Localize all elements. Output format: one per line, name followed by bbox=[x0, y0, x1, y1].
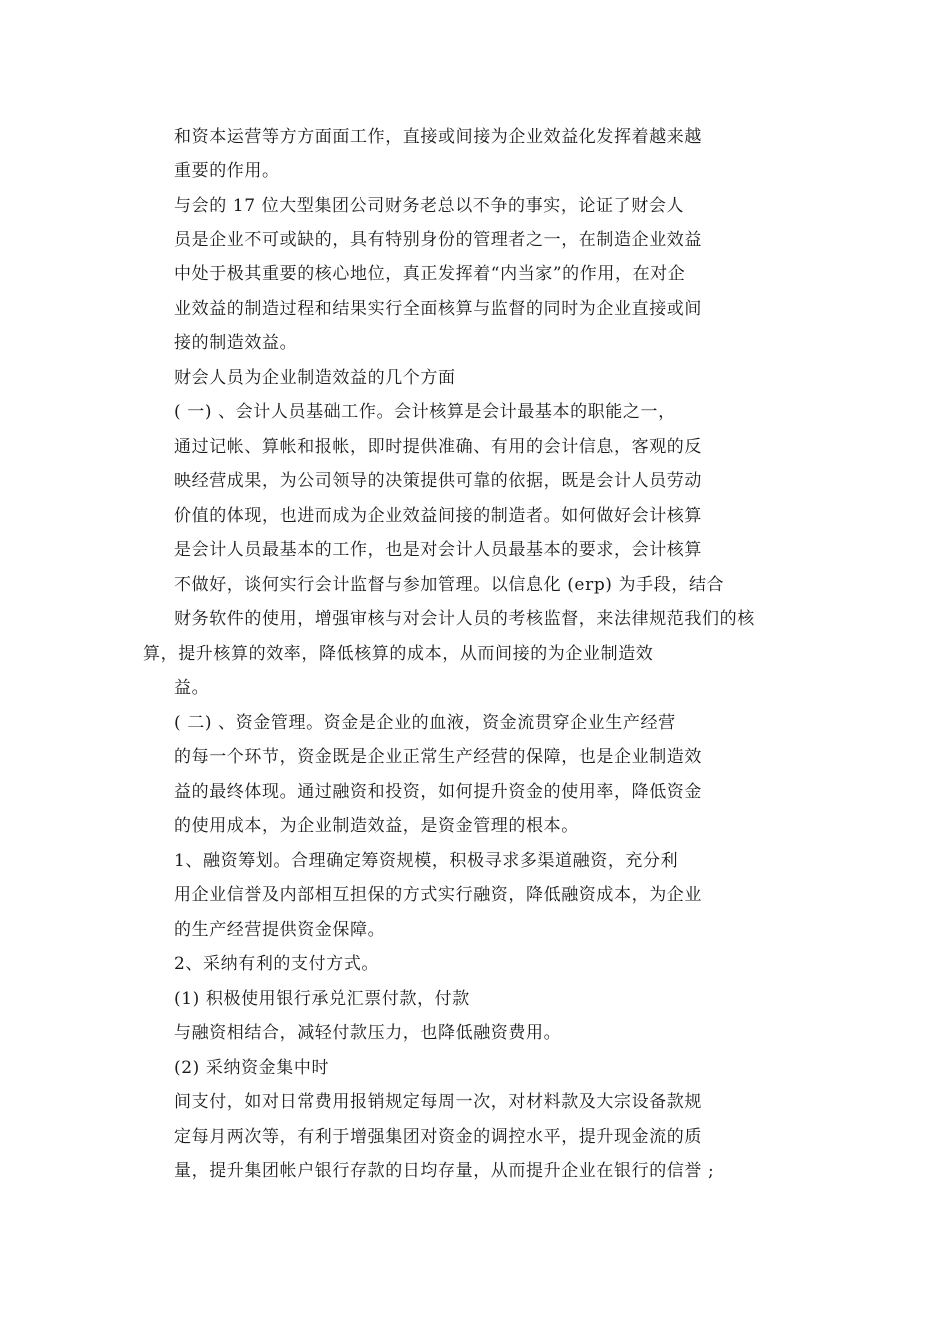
text-line: 重要的作用。 bbox=[174, 161, 280, 181]
text-line: 益的最终体现。通过融资和投资，如何提升资金的使用率，降低资金 bbox=[174, 782, 702, 802]
text-line: 财务软件的使用，增强审核与对会计人员的考核监督，来法律规范我们的核 bbox=[174, 609, 755, 629]
text-line: 1、融资筹划。合理确定筹资规模，积极寻求多渠道融资，充分利 bbox=[174, 851, 679, 871]
text-line: 接的制造效益。 bbox=[174, 333, 298, 353]
text-line: (1) 积极使用银行承兑汇票付款，付款 bbox=[174, 989, 470, 1009]
text-line: 与融资相结合，减轻付款压力，也降低融资费用。 bbox=[174, 1023, 562, 1043]
text-line: 不做好，谈何实行会计监督与参加管理。以信息化 (erp) 为手段，结合 bbox=[174, 575, 725, 595]
text-line: 是会计人员最基本的工作，也是对会计人员最基本的要求，会计核算 bbox=[174, 540, 702, 560]
text-line: 算，提升核算的效率，降低核算的成本，从而间接的为企业制造效 bbox=[143, 644, 654, 664]
text-line: 定每月两次等，有利于增强集团对资金的调控水平，提升现金流的质 bbox=[174, 1127, 702, 1147]
text-line: 员是企业不可或缺的，具有特别身份的管理者之一，在制造企业效益 bbox=[174, 230, 702, 250]
text-line: 通过记帐、算帐和报帐，即时提供准确、有用的会计信息，客观的反 bbox=[174, 437, 702, 457]
text-line: (2) 采纳资金集中时 bbox=[174, 1058, 330, 1078]
text-line: 中处于极其重要的核心地位，真正发挥着“内当家”的作用，在对企 bbox=[174, 264, 686, 284]
text-line: 的每一个环节，资金既是企业正常生产经营的保障，也是企业制造效 bbox=[174, 747, 702, 767]
text-line: 与会的 17 位大型集团公司财务老总以不争的事实，论证了财会人 bbox=[174, 196, 685, 216]
text-line: 的生产经营提供资金保障。 bbox=[174, 920, 386, 940]
text-line: ( 二) 、资金管理。资金是企业的血液，资金流贯穿企业生产经营 bbox=[174, 713, 676, 733]
text-line: ( 一) 、会计人员基础工作。会计核算是会计最基本的职能之一， bbox=[174, 402, 676, 422]
text-line: 间支付，如对日常费用报销规定每周一次，对材料款及大宗设备款规 bbox=[174, 1092, 702, 1112]
text-line: 的使用成本，为企业制造效益，是资金管理的根本。 bbox=[174, 816, 579, 836]
text-line: 映经营成果，为公司领导的决策提供可靠的依据，既是会计人员劳动 bbox=[174, 471, 702, 491]
text-line: 和资本运营等方方面面工作，直接或间接为企业效益化发挥着越来越 bbox=[174, 127, 702, 147]
section-heading: 财会人员为企业制造效益的几个方面 bbox=[174, 368, 456, 388]
text-line: 2、采纳有利的支付方式。 bbox=[174, 954, 380, 974]
text-line: 量，提升集团帐户银行存款的日均存量，从而提升企业在银行的信誉 ; bbox=[174, 1161, 715, 1181]
text-line: 益。 bbox=[174, 678, 210, 698]
text-line: 价值的体现，也进而成为企业效益间接的制造者。如何做好会计核算 bbox=[174, 506, 702, 526]
text-line: 用企业信誉及内部相互担保的方式实行融资，降低融资成本，为企业 bbox=[174, 885, 702, 905]
text-line: 业效益的制造过程和结果实行全面核算与监督的同时为企业直接或间 bbox=[174, 299, 702, 319]
